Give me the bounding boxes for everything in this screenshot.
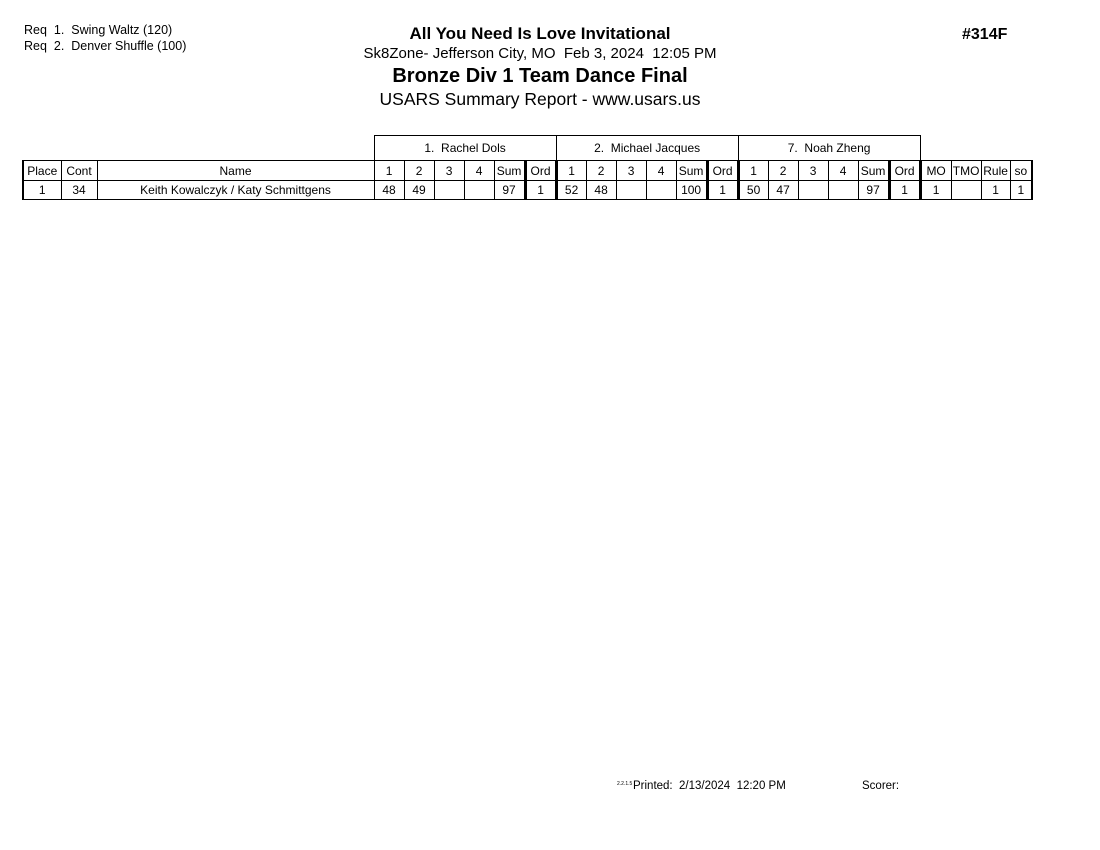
judge2-col-sum: Sum xyxy=(676,161,707,181)
band-right-spacer xyxy=(920,136,1032,161)
judge2-col-1: 1 xyxy=(556,161,586,181)
venue-datetime: Sk8Zone- Jefferson City, MO Feb 3, 2024 12:05 PM xyxy=(363,45,717,62)
column-header-row xyxy=(23,161,1032,181)
judge3-col-2: 2 xyxy=(768,161,798,181)
judge1-col-2: 2 xyxy=(404,161,434,181)
judge2-sum: 100 xyxy=(676,181,707,200)
band-left-spacer xyxy=(23,136,374,161)
judge1-ordinal: 1 xyxy=(525,181,556,200)
judge1-sum: 97 xyxy=(494,181,525,200)
judge2-col-2: 2 xyxy=(586,161,616,181)
results-table xyxy=(22,135,1033,200)
contestant-number: 34 xyxy=(61,181,97,200)
judge3-sum: 97 xyxy=(858,181,889,200)
judge2-score-3 xyxy=(616,181,646,200)
event-number: #314F xyxy=(962,26,1008,43)
judge3-score-1: 50 xyxy=(738,181,768,200)
printed-timestamp: Printed: 2/13/2024 12:20 PM xyxy=(633,780,786,792)
place-value: 1 xyxy=(23,181,61,200)
judge2-col-ord: Ord xyxy=(707,161,738,181)
judge3-col-3: 3 xyxy=(798,161,828,181)
judge2-score-1: 52 xyxy=(556,181,586,200)
col-header-name: Name xyxy=(97,161,374,181)
team-name: Keith Kowalczyk / Katy Schmittgens xyxy=(97,181,374,200)
result-row xyxy=(23,181,1032,200)
judge-2-label: 2. Michael Jacques xyxy=(556,136,738,161)
judge-1-label: 1. Rachel Dols xyxy=(374,136,556,161)
judge2-score-4 xyxy=(646,181,676,200)
requirement-line-1: Req 1. Swing Waltz (120) xyxy=(24,23,173,37)
division-title: Bronze Div 1 Team Dance Final xyxy=(392,65,688,87)
mo-value: 1 xyxy=(920,181,951,200)
col-header-so: so xyxy=(1010,161,1032,181)
judge3-col-4: 4 xyxy=(828,161,858,181)
col-header-mo: MO xyxy=(920,161,951,181)
so-value: 1 xyxy=(1010,181,1032,200)
judge-3-label: 7. Noah Zheng xyxy=(738,136,920,161)
judge2-col-4: 4 xyxy=(646,161,676,181)
judge3-col-1: 1 xyxy=(738,161,768,181)
judge3-ordinal: 1 xyxy=(889,181,920,200)
col-header-rule: Rule xyxy=(981,161,1010,181)
judge1-col-ord: Ord xyxy=(525,161,556,181)
col-header-tmo: TMO xyxy=(951,161,981,181)
judge3-score-4 xyxy=(828,181,858,200)
judge3-col-ord: Ord xyxy=(889,161,920,181)
judge1-col-4: 4 xyxy=(464,161,494,181)
scorer-label: Scorer: xyxy=(862,780,900,792)
judge3-score-3 xyxy=(798,181,828,200)
tmo-value xyxy=(951,181,981,200)
judge3-score-2: 47 xyxy=(768,181,798,200)
requirement-line-2: Req 2. Denver Shuffle (100) xyxy=(24,39,187,53)
judge1-col-1: 1 xyxy=(374,161,404,181)
col-header-place: Place xyxy=(23,161,61,181)
judge2-score-2: 48 xyxy=(586,181,616,200)
judge1-col-3: 3 xyxy=(434,161,464,181)
event-title: All You Need Is Love Invitational xyxy=(409,24,671,43)
judge1-col-sum: Sum xyxy=(494,161,525,181)
judge1-score-3 xyxy=(434,181,464,200)
judge1-score-1: 48 xyxy=(374,181,404,200)
col-header-cont: Cont xyxy=(61,161,97,181)
judge-band-row xyxy=(23,136,1032,161)
judge2-col-3: 3 xyxy=(616,161,646,181)
rule-value: 1 xyxy=(981,181,1010,200)
judge3-col-sum: Sum xyxy=(858,161,889,181)
judge1-score-2: 49 xyxy=(404,181,434,200)
report-title: USARS Summary Report - www.usars.us xyxy=(379,89,701,109)
judge1-score-4 xyxy=(464,181,494,200)
software-version: 2.2.1.5 xyxy=(617,781,633,787)
judge2-ordinal: 1 xyxy=(707,181,738,200)
